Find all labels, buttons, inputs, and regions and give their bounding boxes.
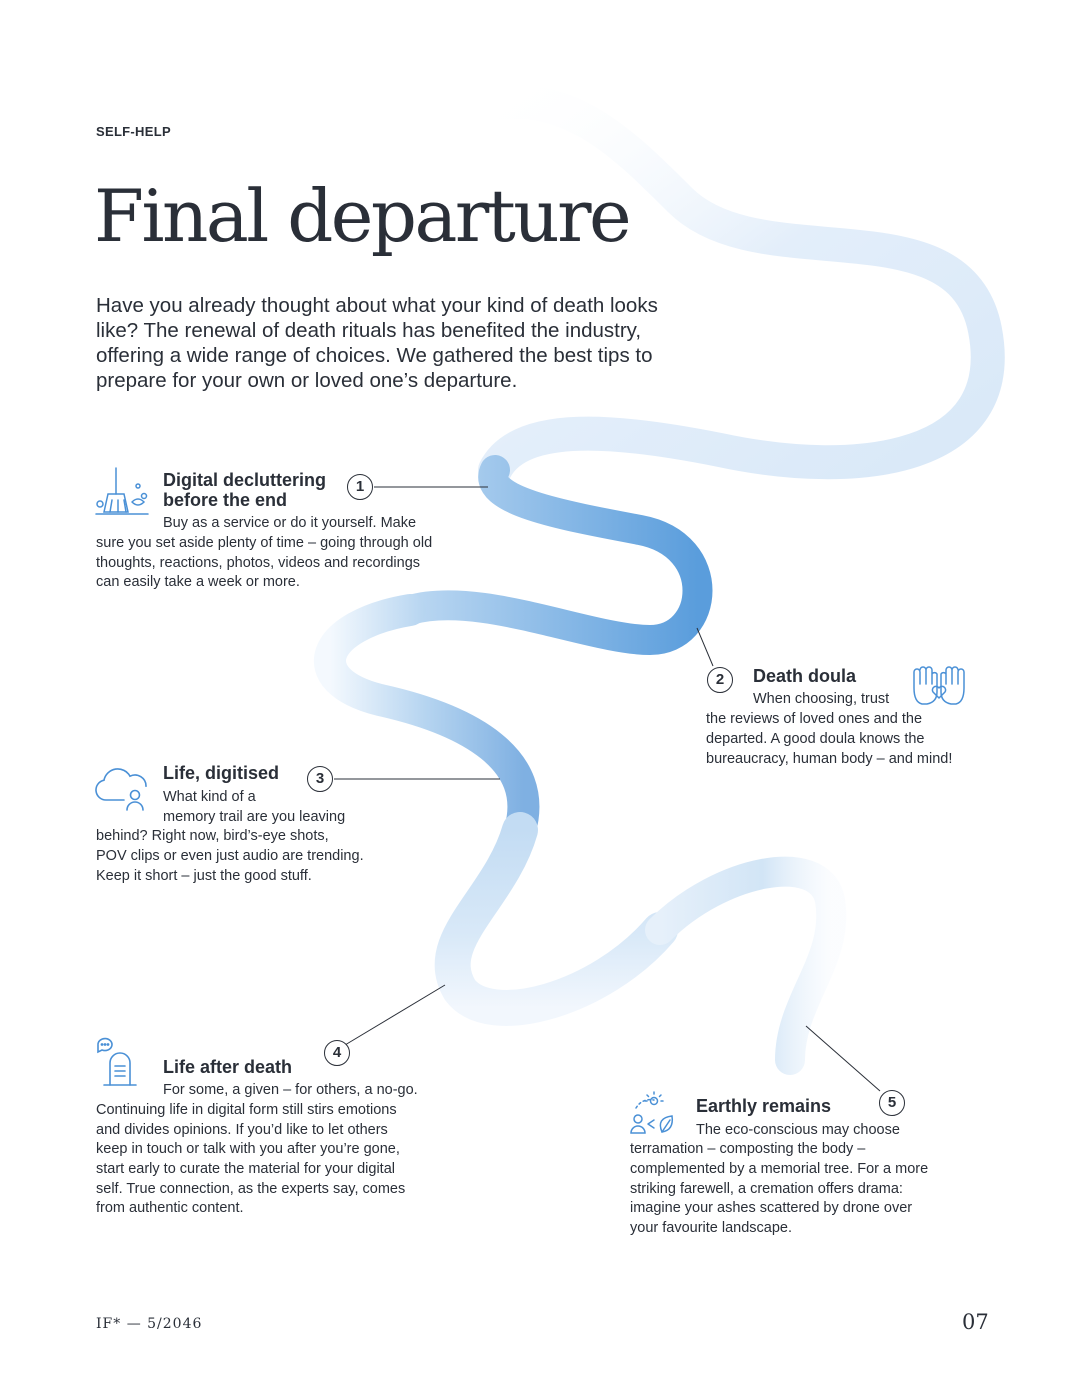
tip-2-body-line: bureaucracy, human body – and mind!	[706, 751, 953, 767]
gravestone-chat-icon	[94, 1035, 146, 1089]
tip-3-body-line: What kind of a	[163, 789, 256, 805]
tip-4-title: Life after death	[163, 1057, 293, 1077]
tip-1-body-line: can easily take a week or more.	[96, 574, 300, 590]
tip-3-body-line: POV clips or even just audio are trending.	[96, 848, 364, 864]
tip-4-body-line: Continuing life in digital form still stirs emotions	[96, 1102, 397, 1118]
tip-5-body-line: terramation – composting the body –	[630, 1141, 866, 1157]
issue-footer: IF* — 5/2046	[96, 1316, 203, 1332]
tip-5-body-line: The eco-conscious may choose	[696, 1122, 900, 1138]
intro-paragraph: Have you already thought about what your kind of death looks like? The renewal of death rituals has benefited the industry, offering a wide range of choices. We gathered the best tips to prepare for your own or loved one’s departure.	[96, 294, 658, 392]
tip-5-number: 5	[879, 1090, 905, 1116]
cloud-person-icon	[94, 764, 150, 812]
tip-2-number: 2	[707, 667, 733, 693]
person-leaf-cycle-icon	[628, 1090, 676, 1136]
tip-4-body-line: For some, a given – for others, a no-go.	[163, 1082, 418, 1098]
tip-2-title: Death doula	[753, 666, 857, 686]
tip-1-body-line: thoughts, reactions, photos, videos and recordings	[96, 555, 421, 571]
tip-3-body-line: memory trail are you leaving	[163, 809, 346, 825]
caring-hands-heart-icon	[910, 662, 968, 708]
tip-4-number: 4	[324, 1040, 350, 1066]
tip-5-body-line: complemented by a memorial tree. For a more	[630, 1161, 929, 1177]
tip-1-title: Digital decluttering before the end	[163, 470, 327, 510]
tip-2-body-line: When choosing, trust	[753, 691, 890, 707]
tip-4-body-line: and divides opinions. If you’d like to let others	[96, 1122, 388, 1138]
tip-5-title: Earthly remains	[696, 1096, 832, 1116]
tip-5-body-line: imagine your ashes scattered by drone over	[630, 1200, 913, 1216]
tip-4-body-line: start early to curate the material for your digital	[96, 1161, 395, 1177]
section-label: SELF-HELP	[96, 124, 171, 139]
tip-3-body-line: Keep it short – just the good stuff.	[96, 868, 312, 884]
tip-2-body-line: the reviews of loved ones and the	[706, 711, 923, 727]
tip-1-number: 1	[347, 474, 373, 500]
tip-3-body-line: behind? Right now, bird’s-eye shots,	[96, 828, 329, 844]
declutter-broom-icon	[94, 466, 150, 518]
tip-3-title: Life, digitised	[163, 763, 280, 783]
tip-1-body-line: sure you set aside plenty of time – going through old	[96, 535, 433, 551]
tip-4-body-line: self. True connection, as the experts say, comes	[96, 1181, 406, 1197]
tip-5-body-line: your favourite landscape.	[630, 1220, 793, 1236]
tip-1-body-line: Buy as a service or do it yourself. Make	[163, 515, 417, 531]
tip-4-body-line: keep in touch or talk with you after you’re gone,	[96, 1141, 400, 1157]
page-number: 07	[962, 1310, 989, 1334]
tip-4-body-line: from authentic content.	[96, 1200, 244, 1216]
tip-2-body-line: departed. A good doula knows the	[706, 731, 925, 747]
page-title: Final departure	[94, 174, 630, 258]
tip-5-body-line: striking farewell, a cremation offers drama:	[630, 1181, 903, 1197]
tip-3-number: 3	[307, 766, 333, 792]
